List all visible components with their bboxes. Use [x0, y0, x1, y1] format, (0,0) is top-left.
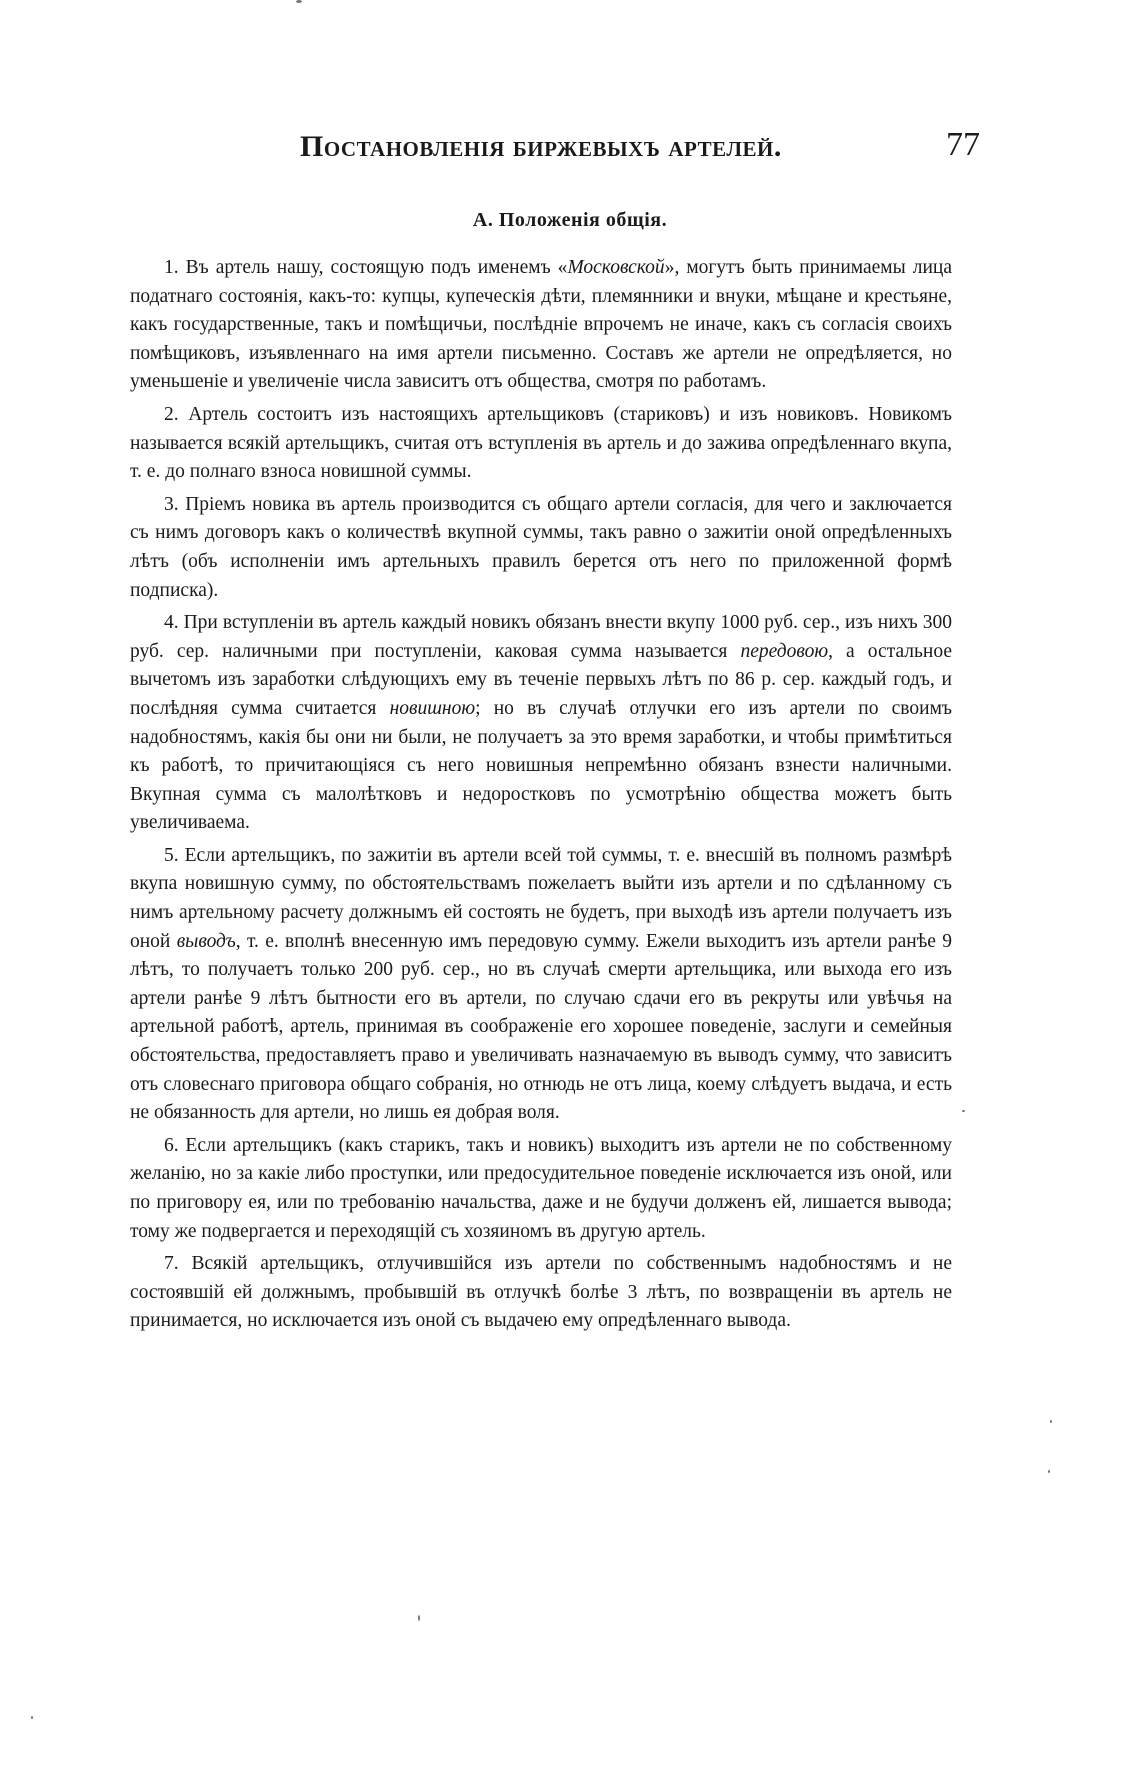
emphasis-novishnoyu: новишною: [389, 697, 476, 719]
paragraph-1: 1. Въ артель нашу, состоящую подъ именемъ «Московской», могутъ быть принимаемы лица податнаго состоянія, какъ-то: купцы, купеческія дѣти, племянники и внуки, мѣщане и крестьяне, какъ государственные, такъ и помѣщичьи, послѣдніе впрочемъ не иначе, какъ съ согласія своихъ помѣщиковъ, изъявленнаго на имя артели письменно. Составъ же артели не опредѣляется, но уменьшеніе и увеличеніе числа зависитъ отъ общества, смотря по работамъ.: [130, 257, 952, 393]
scan-speck: [1050, 1420, 1052, 1423]
page-number: 77: [946, 126, 980, 163]
paragraph-4: 4. При вступленіи въ артель каждый новикъ обязанъ внести вкупу 1000 руб. сер., изъ нихъ 300 руб. сер. наличными при поступленіи, каковая сумма называется передовою, а остальное вычетомъ изъ заработки слѣдующихъ ему въ теченіе первыхъ лѣтъ по 86 р. сер. каждый годъ, и послѣдняя сумма считается новишною; но въ случаѣ отлучки его изъ артели по своимъ надобностямъ, какія бы они ни были, не получаетъ за это время заработки, и чтобы примѣтиться къ работѣ, то причитающіяся съ него новишныя непремѣнно обязанъ взнести наличными. Вкупная сумма съ малолѣтковъ и недоростковъ по усмотрѣнію общества можетъ быть увеличиваема.: [130, 612, 952, 834]
paragraph-7: 7. Всякій артельщикъ, отлучившійся изъ артели по собственнымъ надобностямъ и не состоявшій ей должнымъ, пробывшій въ отлучкѣ болѣе 3 лѣтъ, по возвращеніи въ артель не принимается, но исключается изъ оной съ выдачею ему опредѣленнаго вывода.: [130, 1253, 952, 1332]
scan-speck: [962, 1110, 965, 1112]
paragraph-5: 5. Если артельщикъ, по зажитіи въ артели всей той суммы, т. е. внесшій въ полномъ размѣрѣ вкупа новишную сумму, по обстоятельствамъ пожелаетъ выйти изъ артели и по сдѣланному съ нимъ артельному расчету должнымъ ей состоять не будетъ, при выходѣ изъ артели получаетъ изъ оной выводъ, т. е. вполнѣ внесенную имъ передовую сумму. Ежели выходитъ изъ артели ранѣе 9 лѣтъ, то получаетъ только 200 руб. сер., но въ случаѣ смерти артельщика, или выхода его изъ артели ранѣе 9 лѣтъ бытности его въ артели, по случаю сдачи его въ рекруты или увѣчья на артельной работѣ, артель, принимая въ соображеніе его хорошее поведеніе, заслуги и семейныя обстоятельства, предоставляетъ право и увеличивать назначаемую въ выводъ сумму, что зависитъ отъ словеснаго приговора общаго собранія, но отнюдь не отъ лица, коему слѣдуетъ выдача, и есть не обязанность для артели, но лишь ея добрая воля.: [130, 844, 953, 1124]
emphasis-peredovoyu: передовою: [740, 640, 829, 662]
scan-speck: [31, 1716, 33, 1719]
paragraph-3: 3. Пріемъ новика въ артель производится съ общаго артели согласія, для чего и заключается съ нимъ договоръ какъ о количествѣ вкупной суммы, такъ равно о зажитіи оной опредѣленныхъ лѣтъ (объ исполненіи имъ артельныхъ правилъ берется отъ него по приложенной формѣ подписка).: [130, 493, 952, 601]
scan-speck: [1048, 1470, 1050, 1473]
emphasis-moskovskoy: Московской: [567, 257, 665, 278]
scan-speck: [418, 1615, 420, 1621]
running-title: Постановленія биржевыхъ артелей.: [300, 130, 782, 163]
running-head: [130, 126, 980, 174]
emphasis-vyvod: выводъ: [176, 930, 236, 952]
paragraph-6: 6. Если артельщикъ (какъ старикъ, такъ и новикъ) выходитъ изъ артели не по собственному желанію, но за какіе либо проступки, или предосудительное поведеніе исключается изъ оной, или по приговору ея, или по требованію начальства, даже и не будучи долженъ ей, лишается вывода; тому же подвергается и переходящій съ хозяиномъ въ другую артель.: [130, 1134, 952, 1242]
body-text: [130, 254, 952, 1340]
scan-speck: [296, 0, 302, 3]
paragraph-2: 2. Артель состоитъ изъ настоящихъ артельщиковъ (стариковъ) и изъ новиковъ. Новикомъ называется всякій артельщикъ, считая отъ вступленія въ артель и до зажива опредѣленнаго вкупа, т. е. до полнаго взноса новишной суммы.: [130, 403, 952, 483]
section-heading: А. Положенія общія.: [472, 209, 668, 231]
